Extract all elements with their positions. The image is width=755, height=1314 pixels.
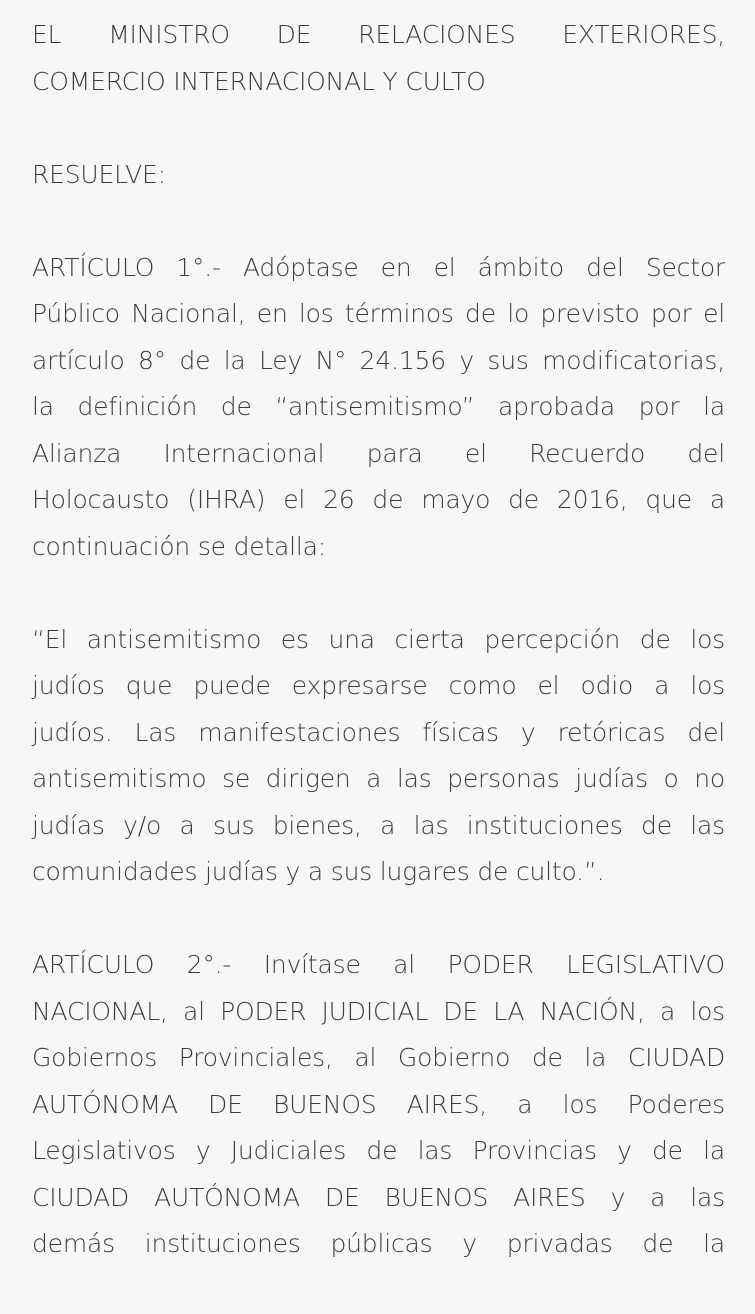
articulo-1-line: Alianza Internacional para el Recuerdo del (32, 438, 725, 468)
quote-line: judíos. Las manifestaciones físicas y retóricas del (32, 717, 725, 747)
quote-line: judíos que puede expresarse como el odio a los (32, 671, 725, 700)
header-paragraph (32, 12, 725, 105)
articulo-2-line: demás instituciones públicas y privadas de la (32, 1229, 725, 1258)
definition-quote-paragraph (32, 617, 725, 896)
articulo-2-line: Gobiernos Provinciales, al Gobierno de la CIUDAD (32, 1043, 725, 1072)
document-page (32, 12, 725, 1314)
articulo-1-paragraph (32, 245, 725, 571)
quote-line: judías y/o a sus bienes, a las instituciones de las (32, 810, 725, 840)
articulo-2-line: AUTÓNOMA DE BUENOS AIRES, a los Poderes (32, 1089, 725, 1119)
articulo-1-line: artículo 8° de la Ley N° 24.156 y sus modificatorias, (32, 345, 725, 375)
header-line: COMERCIO INTERNACIONAL Y CULTO (32, 66, 486, 96)
quote-line: comunidades judías y a sus lugares de culto.”. (32, 857, 605, 886)
articulo-2-line: ARTÍCULO 2°.- Invítase al PODER LEGISLATIVO (32, 950, 725, 979)
articulo-1-line: Holocausto (IHRA) el 26 de mayo de 2016, que a (32, 485, 725, 514)
articulo-2-line: CIUDAD AUTÓNOMA DE BUENOS AIRES y a las (32, 1182, 725, 1212)
articulo-1-line: continuación se detalla: (32, 531, 326, 561)
quote-line: antisemitismo se dirigen a las personas judías o no (32, 764, 725, 793)
articulo-2-line: NACIONAL, al PODER JUDICIAL DE LA NACIÓN, a los (32, 996, 725, 1026)
resuelve-heading: RESUELVE: (32, 159, 166, 189)
header-line: EL MINISTRO DE RELACIONES EXTERIORES, (32, 20, 725, 49)
resuelve-paragraph (32, 152, 725, 199)
articulo-1-line: la definición de “antisemitismo” aprobada por la (32, 392, 725, 421)
articulo-2-paragraph (32, 942, 725, 1268)
articulo-1-line: Público Nacional, en los términos de lo previsto por el (32, 299, 725, 328)
articulo-2-line: Legislativos y Judiciales de las Provincias y de la (32, 1136, 725, 1165)
articulo-1-line: ARTÍCULO 1°.- Adóptase en el ámbito del Sector (32, 252, 725, 282)
quote-line: “El antisemitismo es una cierta percepción de los (32, 624, 725, 654)
